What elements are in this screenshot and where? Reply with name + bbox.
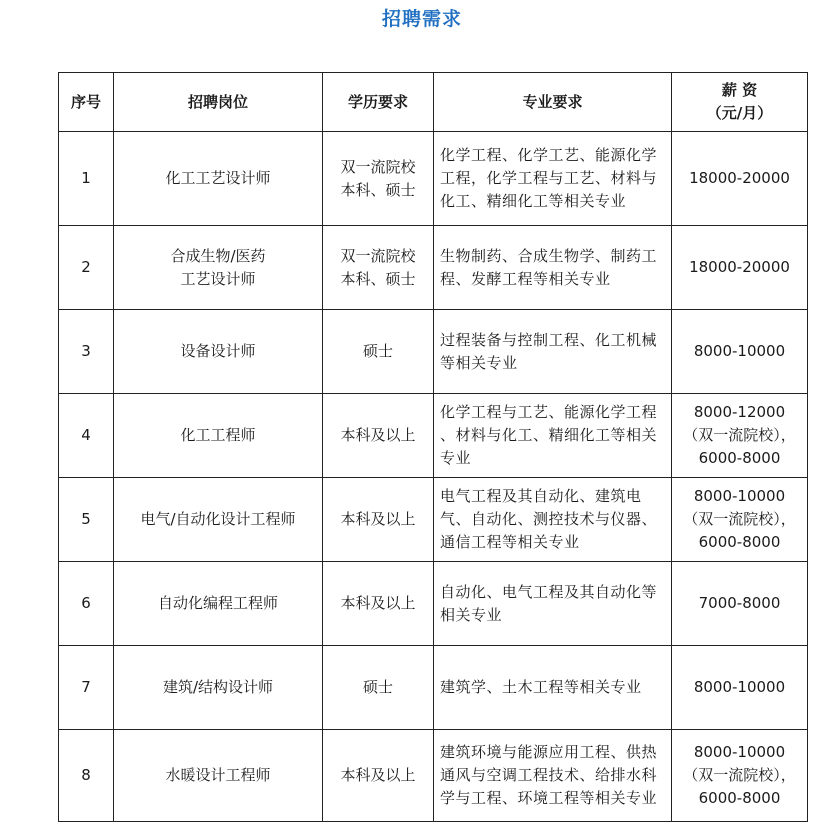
row-major: 建筑学、土木工程等相关专业	[434, 646, 672, 730]
row-education	[323, 132, 434, 226]
table-row	[59, 562, 808, 646]
row-position-line: 工艺设计师	[180, 269, 256, 288]
row-salary-line: 8000-10000	[693, 487, 786, 505]
row-no: 2	[59, 226, 114, 310]
row-position	[114, 646, 323, 730]
row-major: 建筑环境与能源应用工程、供热通风与空调工程技术、给排水科学与工程、环境工程等相关专业	[434, 730, 672, 822]
table-row	[59, 646, 808, 730]
row-position	[114, 562, 323, 646]
table-row	[59, 478, 808, 562]
row-salary	[672, 646, 808, 730]
row-education	[323, 646, 434, 730]
row-no: 1	[59, 132, 114, 226]
row-salary-line: 6000-8000	[698, 449, 781, 467]
row-position-line: 水暖设计工程师	[165, 766, 271, 784]
row-no: 6	[59, 562, 114, 646]
row-education	[323, 478, 434, 562]
row-position-line: 化工工艺设计师	[165, 169, 271, 187]
row-education-line: 本科及以上	[340, 766, 416, 784]
row-position-line: 化工工程师	[180, 426, 256, 444]
row-position-line: 合成生物/医药	[170, 246, 266, 265]
row-salary-line: 8000-10000	[693, 678, 786, 696]
header-position: 招聘岗位	[114, 73, 323, 132]
header-major: 专业要求	[434, 73, 672, 132]
row-education-line: 硕士	[362, 342, 393, 360]
header-salary-label: 薪 资	[721, 81, 758, 99]
row-position-line: 设备设计师	[180, 342, 256, 360]
row-education-line: 双一流院校	[340, 246, 416, 265]
row-no: 8	[59, 730, 114, 822]
row-position	[114, 478, 323, 562]
row-position-line: 建筑/结构设计师	[162, 678, 274, 696]
row-salary	[672, 562, 808, 646]
row-no: 5	[59, 478, 114, 562]
row-position	[114, 132, 323, 226]
table-header-row	[59, 73, 808, 132]
row-major: 化学工程与工艺、能源化学工程 、材料与化工、精细化工等相关专业	[434, 394, 672, 478]
row-major: 自动化、电气工程及其自动化等相关专业	[434, 562, 672, 646]
row-education-line: 本科、硕士	[340, 180, 416, 199]
page-title: 招聘需求	[381, 8, 462, 30]
row-education	[323, 562, 434, 646]
row-salary	[672, 478, 808, 562]
row-education	[323, 394, 434, 478]
recruitment-table	[58, 72, 808, 822]
row-position-line: 自动化编程工程师	[157, 594, 278, 612]
row-education-line: 本科、硕士	[340, 269, 416, 288]
row-salary	[672, 226, 808, 310]
row-salary-line: 6000-8000	[698, 789, 781, 807]
row-education	[323, 226, 434, 310]
row-position	[114, 394, 323, 478]
row-salary-line: 7000-8000	[698, 594, 781, 612]
row-education-line: 本科及以上	[340, 594, 416, 612]
row-salary-line: （双一流院校），	[683, 510, 796, 528]
row-salary	[672, 132, 808, 226]
row-education-line: 硕士	[362, 678, 393, 696]
header-education: 学历要求	[323, 73, 434, 132]
row-major: 电气工程及其自动化、建筑电气、自动化、测控技术与仪器、通信工程等相关专业	[434, 478, 672, 562]
table-row	[59, 132, 808, 226]
row-major: 过程装备与控制工程、化工机械等相关专业	[434, 310, 672, 394]
row-position-line: 电气/自动化设计工程师	[140, 510, 296, 528]
header-salary	[672, 73, 808, 132]
row-salary-line: 18000-20000	[689, 258, 790, 276]
table-row	[59, 226, 808, 310]
row-education-line: 本科及以上	[340, 426, 416, 444]
row-salary	[672, 730, 808, 822]
row-no: 3	[59, 310, 114, 394]
header-salary-unit: （元/月）	[706, 104, 773, 122]
row-education-line: 双一流院校	[340, 157, 416, 176]
row-no: 7	[59, 646, 114, 730]
row-education-line: 本科及以上	[340, 510, 416, 528]
row-salary-line: 6000-8000	[698, 533, 781, 551]
row-salary	[672, 394, 808, 478]
row-education	[323, 730, 434, 822]
table-row	[59, 394, 808, 478]
row-position	[114, 226, 323, 310]
row-salary-line: 8000-12000	[693, 403, 786, 421]
row-education	[323, 310, 434, 394]
row-major: 化学工程、化学工艺、能源化学工程，化学工程与工艺、材料与化工、精细化工等相关专业	[434, 132, 672, 226]
row-salary-line: 8000-10000	[693, 342, 786, 360]
row-salary-line: 18000-20000	[689, 169, 790, 187]
row-major: 生物制药、合成生物学、制药工程、发酵工程等相关专业	[434, 226, 672, 310]
row-no: 4	[59, 394, 114, 478]
table-row	[59, 730, 808, 822]
row-position	[114, 310, 323, 394]
header-no: 序号	[59, 73, 114, 132]
row-salary-line: （双一流院校），	[683, 766, 796, 784]
row-salary-line: 8000-10000	[693, 743, 786, 761]
row-salary-line: （双一流院校），	[683, 426, 796, 444]
row-salary	[672, 310, 808, 394]
row-position	[114, 730, 323, 822]
table-row	[59, 310, 808, 394]
